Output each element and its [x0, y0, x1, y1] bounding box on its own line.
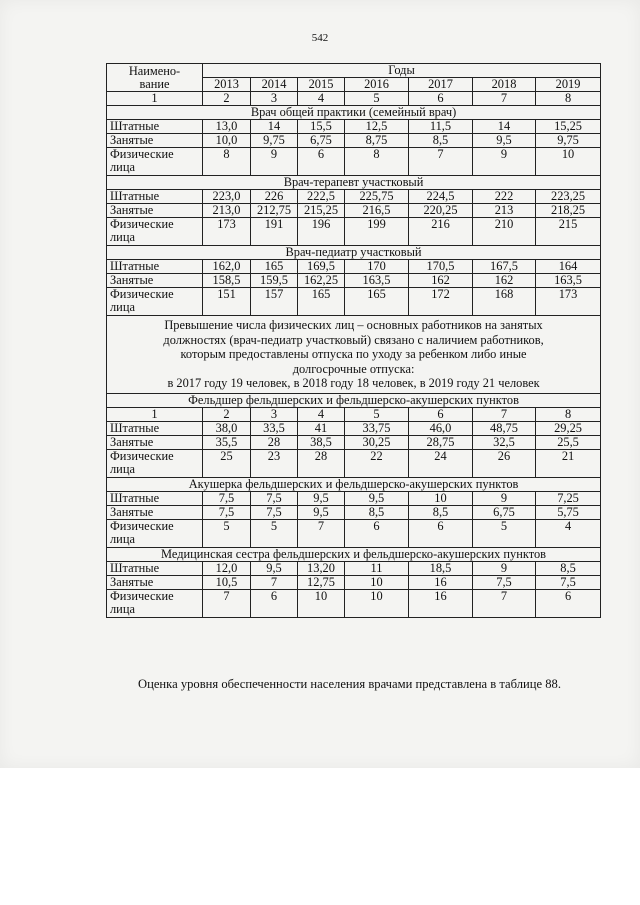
value-cell: 13,0 [203, 120, 251, 134]
row-label: Штатные [107, 421, 203, 435]
value-cell: 10 [345, 589, 409, 617]
value-cell: 5 [203, 519, 251, 547]
row-label: Занятые [107, 505, 203, 519]
note-cell [107, 316, 601, 394]
note-line: в 2017 году 19 человек, в 2018 году 18 человек, в 2019 году 21 человек [167, 376, 540, 391]
value-cell: 12,0 [203, 561, 251, 575]
header-years-cell: Годы [203, 64, 601, 78]
value-cell: 159,5 [251, 274, 298, 288]
value-cell: 8,5 [409, 134, 473, 148]
table-row [107, 148, 601, 176]
value-cell: 6,75 [298, 134, 345, 148]
value-cell: 8,75 [345, 134, 409, 148]
value-cell: 32,5 [473, 435, 536, 449]
value-cell: 9,75 [536, 134, 601, 148]
value-cell: 167,5 [473, 260, 536, 274]
row-label: Занятые [107, 134, 203, 148]
value-cell: 11 [345, 561, 409, 575]
year-cell: 2018 [473, 78, 536, 92]
note-row [107, 316, 601, 394]
value-cell: 28 [298, 449, 345, 477]
value-cell: 14 [473, 120, 536, 134]
value-cell: 213 [473, 204, 536, 218]
value-cell: 16 [409, 589, 473, 617]
value-cell: 165 [345, 288, 409, 316]
section-title: Врач-педиатр участковый [107, 246, 601, 260]
value-cell: 9 [251, 148, 298, 176]
column-number-cell: 1 [107, 92, 203, 106]
value-cell: 23 [251, 449, 298, 477]
value-cell: 18,5 [409, 561, 473, 575]
value-cell: 38,0 [203, 421, 251, 435]
value-cell: 5,75 [536, 505, 601, 519]
value-cell: 10,5 [203, 575, 251, 589]
value-cell: 7 [251, 575, 298, 589]
value-cell: 41 [298, 421, 345, 435]
table-row [107, 561, 601, 575]
value-cell: 224,5 [409, 190, 473, 204]
section-title: Фельдшер фельдшерских и фельдшерско-акушерских пунктов [107, 393, 601, 407]
value-cell: 8,5 [345, 505, 409, 519]
value-cell: 8 [345, 148, 409, 176]
value-cell: 7 [409, 148, 473, 176]
value-cell: 5 [473, 519, 536, 547]
value-cell: 6 [251, 589, 298, 617]
row-label: Штатные [107, 561, 203, 575]
row-label: Штатные [107, 120, 203, 134]
value-cell: 25,5 [536, 435, 601, 449]
table-row [107, 575, 601, 589]
column-number-cell: 1 [107, 407, 203, 421]
table-row [107, 120, 601, 134]
year-cell: 2019 [536, 78, 601, 92]
value-cell: 151 [203, 288, 251, 316]
value-cell: 196 [298, 218, 345, 246]
footer-paragraph: Оценка уровня обеспеченности населения врачами представлена в таблице 88. [138, 677, 561, 691]
staffing-table [106, 63, 601, 618]
row-label: Физические лица [107, 148, 203, 176]
value-cell: 199 [345, 218, 409, 246]
table-row [107, 519, 601, 547]
column-number-cell: 3 [251, 92, 298, 106]
section-title-row [107, 106, 601, 120]
row-label: Физические лица [107, 589, 203, 617]
value-cell: 7,5 [251, 505, 298, 519]
row-label: Физические лица [107, 449, 203, 477]
value-cell: 25 [203, 449, 251, 477]
table-row [107, 288, 601, 316]
column-number-cell: 6 [409, 92, 473, 106]
value-cell: 9,5 [345, 491, 409, 505]
table-row [107, 435, 601, 449]
note-line: которым предоставлены отпуска по уходу за ребенком либо иные [180, 347, 527, 362]
table-row [107, 505, 601, 519]
value-cell: 48,75 [473, 421, 536, 435]
section-title-row [107, 393, 601, 407]
value-cell: 8,5 [536, 561, 601, 575]
value-cell: 8,5 [409, 505, 473, 519]
table-row [107, 218, 601, 246]
value-cell: 6 [536, 589, 601, 617]
section-title: Акушерка фельдшерских и фельдшерско-акушерских пунктов [107, 477, 601, 491]
value-cell: 10 [298, 589, 345, 617]
value-cell: 46,0 [409, 421, 473, 435]
value-cell: 163,5 [345, 274, 409, 288]
value-cell: 158,5 [203, 274, 251, 288]
value-cell: 13,20 [298, 561, 345, 575]
page-number: 542 [311, 32, 329, 44]
value-cell: 162,0 [203, 260, 251, 274]
table-row [107, 491, 601, 505]
value-cell: 7,5 [203, 505, 251, 519]
value-cell: 7 [473, 589, 536, 617]
column-number-cell: 2 [203, 407, 251, 421]
value-cell: 164 [536, 260, 601, 274]
value-cell: 9,5 [251, 561, 298, 575]
year-cell: 2016 [345, 78, 409, 92]
value-cell: 226 [251, 190, 298, 204]
value-cell: 165 [298, 288, 345, 316]
column-number-cell: 5 [345, 92, 409, 106]
year-cell: 2017 [409, 78, 473, 92]
value-cell: 213,0 [203, 204, 251, 218]
value-cell: 170,5 [409, 260, 473, 274]
table-row [107, 134, 601, 148]
column-number-cell: 7 [473, 92, 536, 106]
value-cell: 5 [251, 519, 298, 547]
section-title-row [107, 477, 601, 491]
value-cell: 220,25 [409, 204, 473, 218]
value-cell: 162 [409, 274, 473, 288]
value-cell: 169,5 [298, 260, 345, 274]
row-label: Занятые [107, 204, 203, 218]
year-cell: 2015 [298, 78, 345, 92]
row-label: Физические лица [107, 218, 203, 246]
value-cell: 7,5 [536, 575, 601, 589]
value-cell: 15,5 [298, 120, 345, 134]
value-cell: 222 [473, 190, 536, 204]
value-cell: 7 [203, 589, 251, 617]
column-number-cell: 5 [345, 407, 409, 421]
value-cell: 14 [251, 120, 298, 134]
value-cell: 10 [345, 575, 409, 589]
value-cell: 215 [536, 218, 601, 246]
value-cell: 212,75 [251, 204, 298, 218]
value-cell: 9,5 [298, 491, 345, 505]
value-cell: 7,5 [251, 491, 298, 505]
value-cell: 7,5 [203, 491, 251, 505]
value-cell: 12,75 [298, 575, 345, 589]
value-cell: 210 [473, 218, 536, 246]
value-cell: 33,5 [251, 421, 298, 435]
column-number-cell: 4 [298, 92, 345, 106]
value-cell: 173 [203, 218, 251, 246]
value-cell: 10,0 [203, 134, 251, 148]
value-cell: 170 [345, 260, 409, 274]
note-line: долгосрочные отпуска: [292, 361, 415, 376]
value-cell: 30,25 [345, 435, 409, 449]
value-cell: 7,5 [473, 575, 536, 589]
year-cell: 2014 [251, 78, 298, 92]
value-cell: 26 [473, 449, 536, 477]
column-number-cell: 8 [536, 407, 601, 421]
table-row [107, 190, 601, 204]
value-cell: 9,75 [251, 134, 298, 148]
value-cell: 215,25 [298, 204, 345, 218]
value-cell: 218,25 [536, 204, 601, 218]
value-cell: 4 [536, 519, 601, 547]
table-row [107, 274, 601, 288]
value-cell: 16 [409, 575, 473, 589]
value-cell: 165 [251, 260, 298, 274]
column-numbers-row [107, 407, 601, 421]
section-title: Врач общей практики (семейный врач) [107, 106, 601, 120]
section-title-row [107, 246, 601, 260]
value-cell: 162,25 [298, 274, 345, 288]
value-cell: 11,5 [409, 120, 473, 134]
value-cell: 29,25 [536, 421, 601, 435]
column-numbers-row [107, 92, 601, 106]
column-number-cell: 2 [203, 92, 251, 106]
value-cell: 9 [473, 148, 536, 176]
value-cell: 7,25 [536, 491, 601, 505]
section-title: Медицинская сестра фельдшерских и фельдшерско-акушерских пунктов [107, 547, 601, 561]
value-cell: 24 [409, 449, 473, 477]
column-number-cell: 6 [409, 407, 473, 421]
row-label: Занятые [107, 575, 203, 589]
row-label: Занятые [107, 435, 203, 449]
value-cell: 225,75 [345, 190, 409, 204]
section-title: Врач-терапевт участковый [107, 176, 601, 190]
row-label: Штатные [107, 491, 203, 505]
value-cell: 173 [536, 288, 601, 316]
value-cell: 223,25 [536, 190, 601, 204]
value-cell: 10 [409, 491, 473, 505]
value-cell: 157 [251, 288, 298, 316]
column-number-cell: 8 [536, 92, 601, 106]
table-row [107, 449, 601, 477]
value-cell: 22 [345, 449, 409, 477]
section-title-row [107, 176, 601, 190]
table-row [107, 260, 601, 274]
column-number-cell: 3 [251, 407, 298, 421]
value-cell: 21 [536, 449, 601, 477]
section-title-row [107, 547, 601, 561]
value-cell: 9,5 [298, 505, 345, 519]
year-cell: 2013 [203, 78, 251, 92]
value-cell: 12,5 [345, 120, 409, 134]
column-number-cell: 4 [298, 407, 345, 421]
value-cell: 6 [409, 519, 473, 547]
value-cell: 9 [473, 491, 536, 505]
header-name-cell: Наимено- вание [107, 64, 203, 92]
table-row [107, 204, 601, 218]
value-cell: 168 [473, 288, 536, 316]
value-cell: 6 [298, 148, 345, 176]
value-cell: 216 [409, 218, 473, 246]
row-label: Штатные [107, 190, 203, 204]
header-row [107, 64, 601, 78]
value-cell: 216,5 [345, 204, 409, 218]
value-cell: 172 [409, 288, 473, 316]
value-cell: 162 [473, 274, 536, 288]
value-cell: 223,0 [203, 190, 251, 204]
value-cell: 28,75 [409, 435, 473, 449]
table-row [107, 421, 601, 435]
row-label: Занятые [107, 274, 203, 288]
row-label: Физические лица [107, 519, 203, 547]
value-cell: 10 [536, 148, 601, 176]
note-line: должностях (врач-педиатр участковый) связано с наличием работников, [163, 332, 544, 347]
value-cell: 191 [251, 218, 298, 246]
column-number-cell: 7 [473, 407, 536, 421]
value-cell: 8 [203, 148, 251, 176]
value-cell: 163,5 [536, 274, 601, 288]
value-cell: 6 [345, 519, 409, 547]
value-cell: 15,25 [536, 120, 601, 134]
value-cell: 35,5 [203, 435, 251, 449]
note-line: Превышение числа физических лиц – основных работников на занятых [164, 318, 543, 332]
row-label: Штатные [107, 260, 203, 274]
value-cell: 28 [251, 435, 298, 449]
row-label: Физические лица [107, 288, 203, 316]
table-row [107, 589, 601, 617]
value-cell: 9 [473, 561, 536, 575]
value-cell: 38,5 [298, 435, 345, 449]
value-cell: 7 [298, 519, 345, 547]
value-cell: 6,75 [473, 505, 536, 519]
value-cell: 33,75 [345, 421, 409, 435]
value-cell: 9,5 [473, 134, 536, 148]
value-cell: 222,5 [298, 190, 345, 204]
